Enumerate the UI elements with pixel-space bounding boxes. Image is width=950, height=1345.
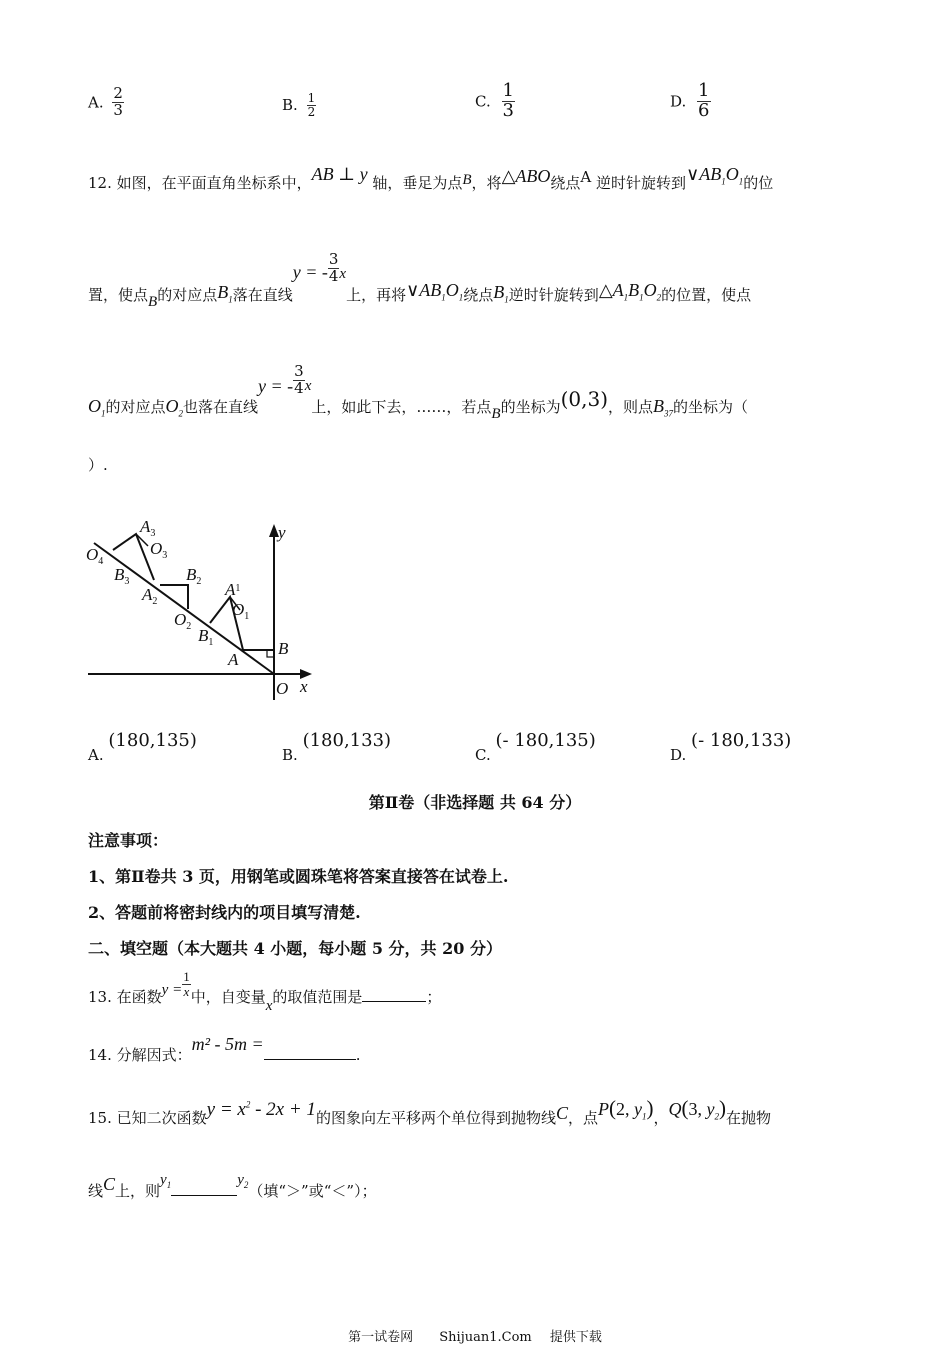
q12-line-3: $O_1$的对应点$O_2$也落在直线y = - $\frac{3}{4}$ x上，如此下去，……，若点B的坐标为(0,3)，则点$B_{37}$的坐标为（ — [88, 362, 749, 423]
q12-option-a: A. (180,135) — [88, 730, 197, 764]
label-a1: $A^1$ — [225, 580, 241, 599]
label-b: B — [278, 639, 289, 658]
q11-option-c: C. $\frac{1}{3}$ — [475, 80, 514, 121]
q12-option-d: D. (- 180,133) — [670, 730, 792, 764]
label-b3: $B_3$ — [114, 565, 130, 587]
q12-line-4: ）. — [88, 456, 108, 474]
q12-line-2: 置，使点B的对应点$B_1$落在直线y = - $\frac{3}{4}$ x上，再将$\vee AB_1O_1$绕点$B_1$逆时针旋转到$\triangle A_1B_1O_2$的位置，使点 — [88, 250, 752, 311]
q14: 14. 分解因式：m² - 5m =. — [88, 1034, 361, 1064]
q12-option-c: C. (- 180,135) — [475, 730, 596, 764]
label-a2: $A_2$ — [142, 585, 158, 607]
notice-title: 注意事项： — [88, 831, 169, 850]
label-x: x — [300, 677, 308, 696]
label-a3: $A_3$ — [140, 517, 156, 539]
footer-mid: Shijuan1.Com — [439, 1330, 532, 1345]
section2-title: 第Ⅱ卷（非选择题 共 64 分） — [368, 793, 582, 812]
label-a: A — [228, 650, 239, 669]
label-y: y — [278, 523, 286, 542]
q11-option-b: B. $\frac{1}{2}$ — [282, 91, 316, 119]
part2-title: 二、填空题（本大题共 4 小题，每小题 5 分，共 20 分） — [88, 939, 502, 958]
footer-left: 第一试卷网 — [348, 1330, 414, 1345]
q11-option-a: A. $\frac{2}{3}$ — [88, 84, 123, 119]
q13: 13. 在函数y = $\frac{1}{x}$ 中，自变量x的取值范围是 ； — [88, 969, 442, 1015]
right-angle-b — [267, 650, 274, 657]
step-2 — [160, 585, 188, 609]
q15-line-1: 15. 已知二次函数$y = x^2 - 2x + 1$的图象向左平移两个单位得到抛物线C，点P(2, $y_1$)，Q(3, $y_2$)在抛物 — [88, 1096, 772, 1127]
q12-option-b: B. (180,133) — [282, 730, 392, 764]
q12-line-1: 12. 如图，在平面直角坐标系中，AB ⊥ y 轴，垂足为点B，将△ABO绕点A 逆时针旋转到$\vee AB_1O_1$的位 — [88, 164, 774, 192]
q12-figure — [80, 510, 330, 705]
label-o2: $O_2$ — [174, 610, 192, 632]
footer — [0, 1326, 950, 1345]
diagonal-line — [94, 543, 274, 674]
label-o1: $O_1$ — [232, 600, 250, 622]
notice-2: 2、答题前将密封线内的项目填写清楚. — [88, 903, 361, 922]
label-b1: $B_1$ — [198, 626, 214, 648]
label-o4: $O_4$ — [86, 545, 104, 567]
label-b2: $B_2$ — [186, 565, 202, 587]
notice-1: 1、第Ⅱ卷共 3 页，用钢笔或圆珠笔将答案直接答在试卷上. — [88, 867, 509, 886]
q15-line-2: 线C上，则$y_1$ $y_2$（填“＞”或“＜”）； — [88, 1172, 377, 1200]
label-o: O — [276, 679, 289, 698]
label-o3: $O_3$ — [150, 539, 168, 561]
footer-right: 提供下载 — [549, 1330, 602, 1345]
q11-option-d: D. $\frac{1}{6}$ — [670, 80, 710, 121]
